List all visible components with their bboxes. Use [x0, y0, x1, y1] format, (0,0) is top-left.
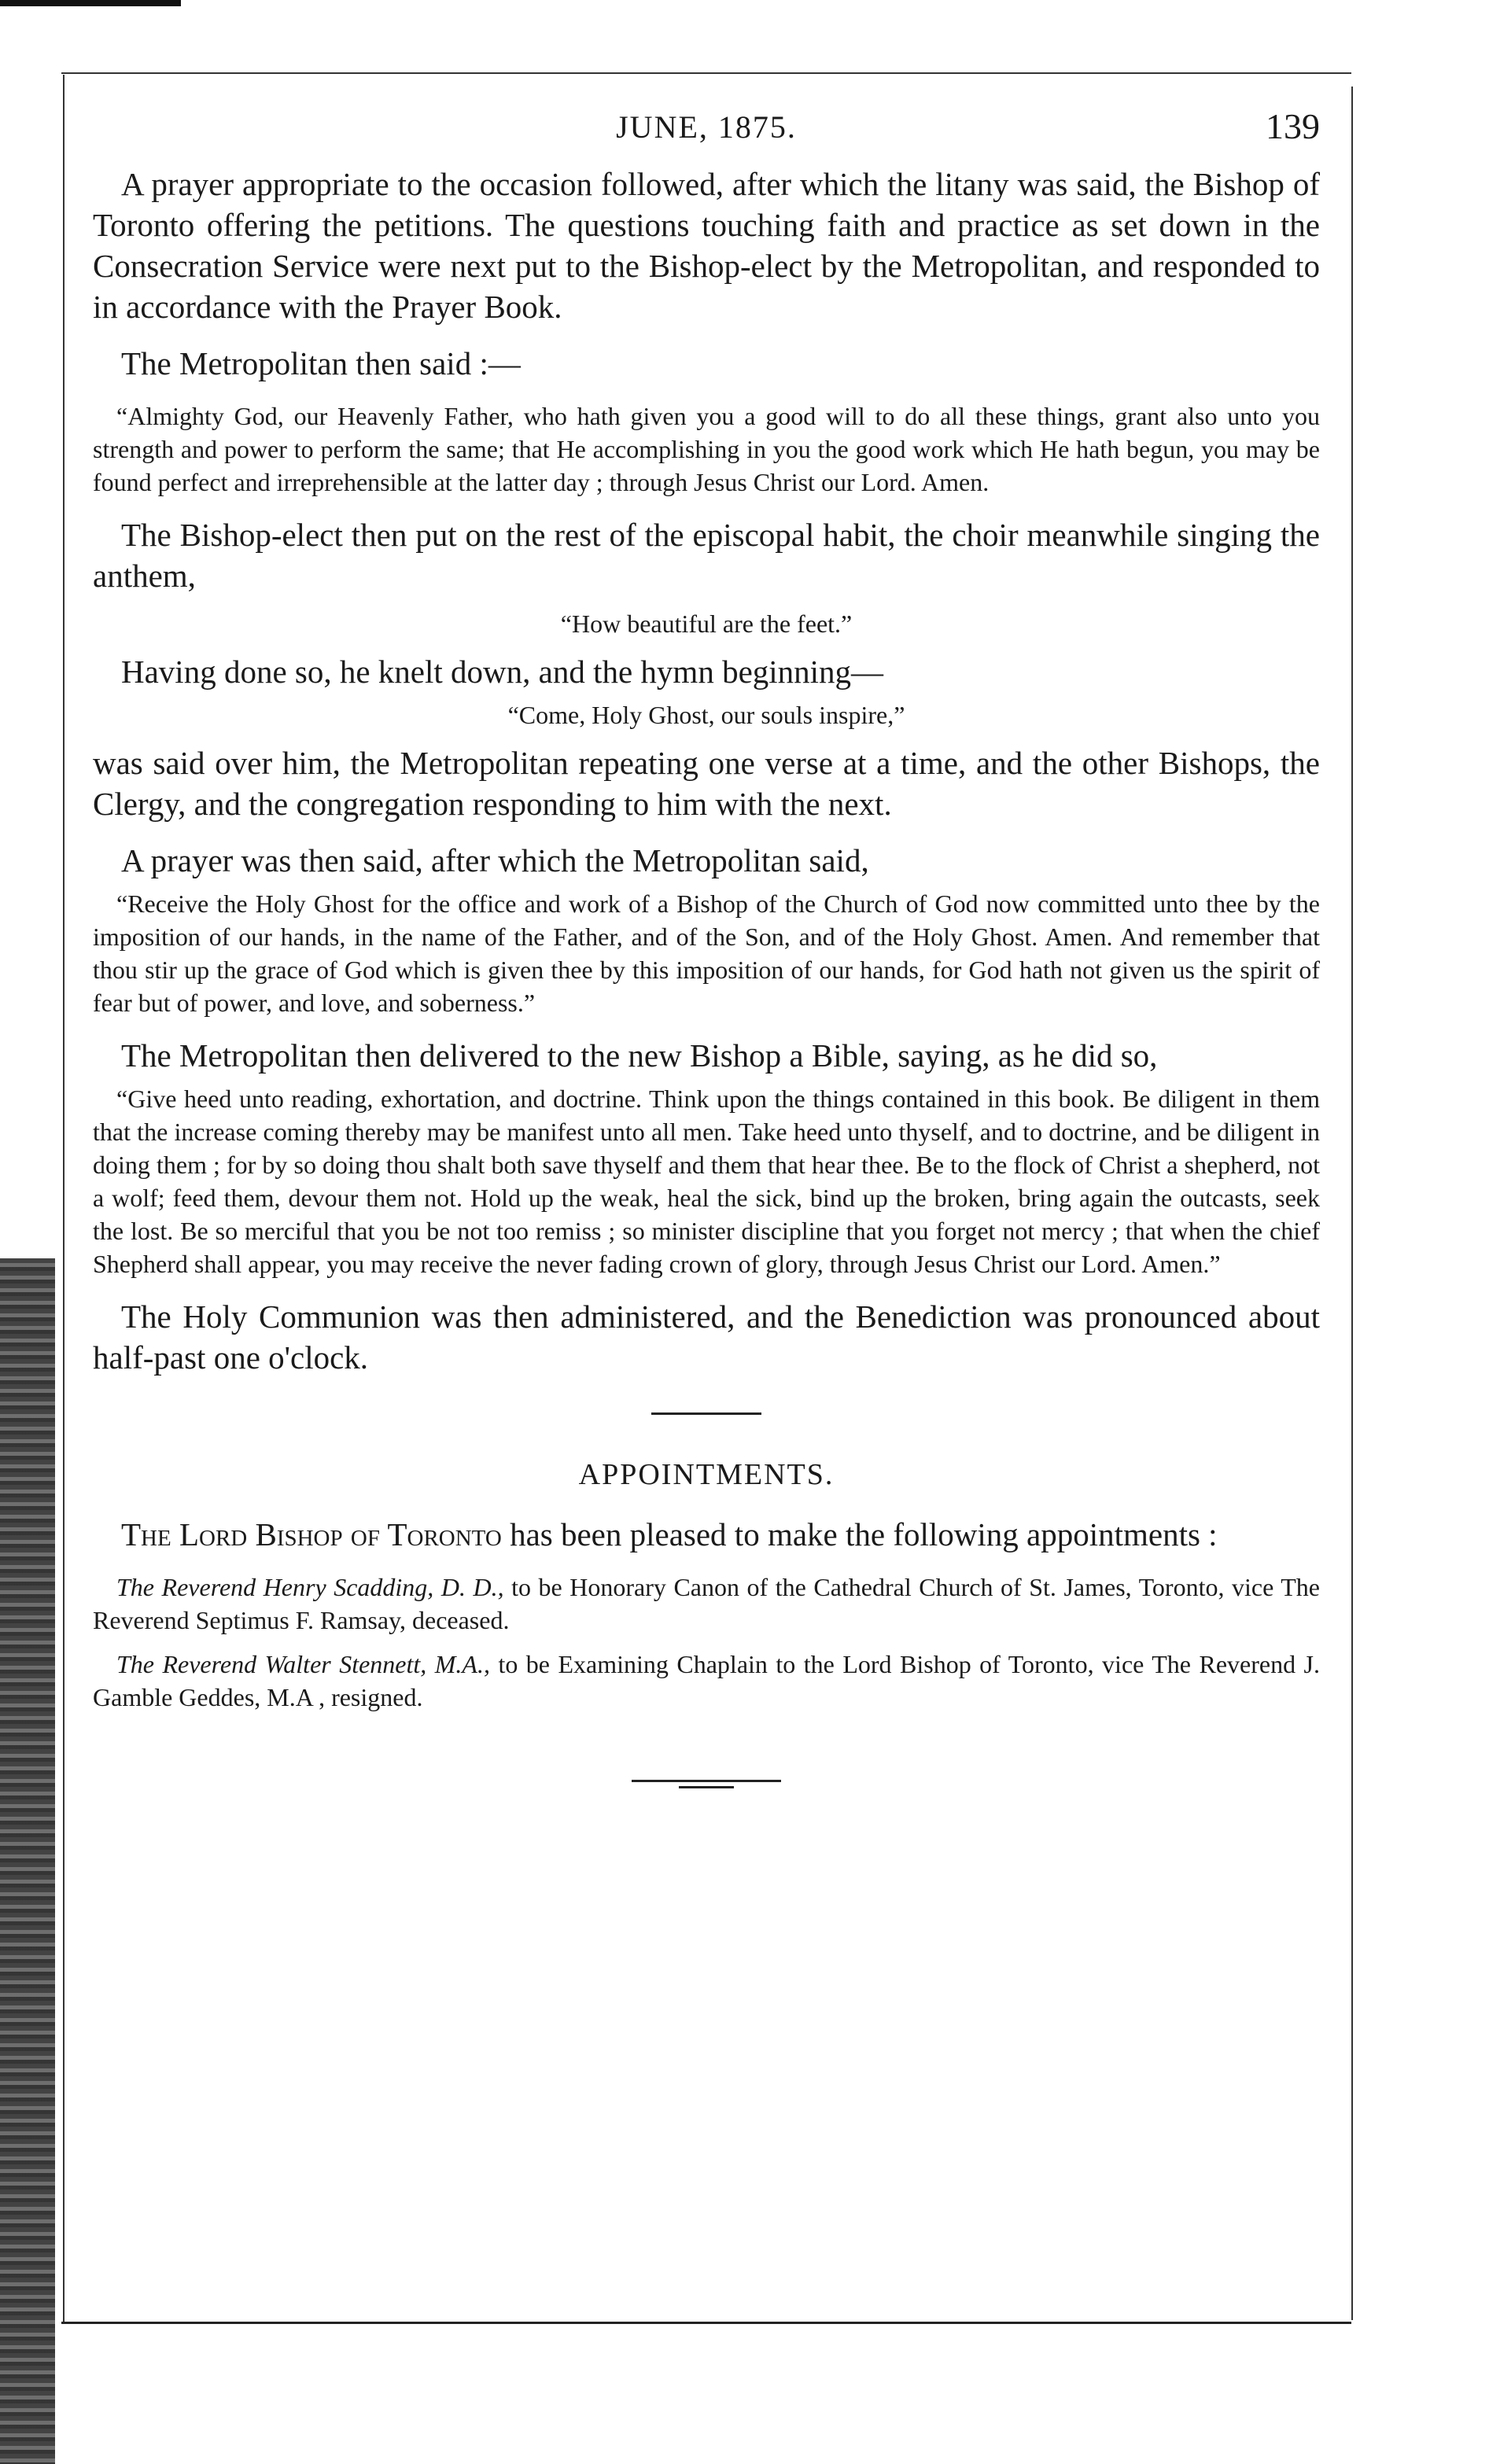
appointment-details: to be Honorary Canon of the Cathedral Church of St. James, Toronto, vice The Reverend Septimus F. Ramsay, deceased. [93, 1573, 1321, 1634]
frame-top-rule [61, 72, 1351, 74]
paragraph-holy-communion: The Holy Communion was then administered, and the Benediction was pronounced about half-past one o'clock. [93, 1298, 1320, 1376]
running-header [93, 102, 1320, 157]
paragraph-episcopal-habit: The Bishop-elect then put on the rest of the episcopal habit, the choir meanwhile singing the anthem, [93, 517, 1320, 594]
appointments-heading: APPOINTMENTS. [578, 1458, 835, 1491]
scan-edge-shadow [0, 1258, 55, 2464]
appointment-stennett [93, 1648, 1320, 1714]
quote-receive-holy-ghost: “Receive the Holy Ghost for the office and work of a Bishop of the Church of God now committed unto thee by the imposition of our hands, in the name of the Father, and of the Son, and of the Holy Ghost. Amen. And remember that thou stir up the grace of God which is given thee by this imposition of our hands, for God hath not given us the spirit of fear but of power, and love, and soberness.” [93, 889, 1320, 1017]
appointment-scadding [93, 1571, 1320, 1637]
appointee-name: The Reverend Walter Stennett, M.A., [116, 1650, 490, 1678]
paragraph-prayer-litany: A prayer appropriate to the occasion followed, after which the litany was said, the Bishop of Toronto offering the petitions. The questions touching faith and practice as set down in the Consecration Service were next put to the Bishop-elect by the Metropolitan, and responded to in accordance with the Prayer Book. [93, 166, 1320, 325]
appointee-name: The Reverend Henry Scadding, D. D., [116, 1573, 504, 1601]
paragraph-knelt-down: Having done so, he knelt down, and the hymn beginning— [121, 654, 884, 690]
frame-left-rule [63, 75, 64, 2324]
section-divider [651, 1412, 761, 1415]
top-edge-rule [0, 0, 181, 6]
quote-almighty-god: “Almighty God, our Heavenly Father, who hath given you a good will to do all these things, grant also unto you strength and power to perform the same; that He accomplishing in you the good work which He hath begun, you may be found perfect and irreprehensible at the latter day ; through Jesus Christ our Lord. Amen. [93, 402, 1320, 496]
ornament-line-upper [632, 1780, 781, 1782]
paragraph-bible-delivered: The Metropolitan then delivered to the new Bishop a Bible, saying, as he did so, [121, 1037, 1158, 1074]
frame-right-rule [1351, 87, 1353, 2320]
frame-bottom-rule [61, 2322, 1351, 2324]
quote-hymn: “Come, Holy Ghost, our souls inspire,” [507, 701, 905, 729]
ornament-line-lower [679, 1786, 734, 1788]
quote-give-heed: “Give heed unto reading, exhortation, and doctrine. Think upon the things contained in this book. Be diligent in them that the increase coming thereby may be manifest unto all men. Take heed unto thyself, and to doctrine, and be diligent in doing them ; for by so doing thou shalt both save thyself and them that hear thee. Be to the flock of Christ a shepherd, not a wolf; feed them, devour them not. Hold up the weak, heal the sick, bind up the broken, bring again the outcasts, seek the lost. Be so merciful that you be not too remiss ; so minister discipline that you forget not mercy ; that when the chief Shepherd shall appear, you may receive the never fading crown of glory, through Jesus Christ our Lord. Amen.” [93, 1085, 1320, 1278]
page-content [93, 102, 1320, 1791]
appointment-details: to be Examining Chaplain to the Lord Bishop of Toronto, vice The Reverend J. Gamble Geddes, M.A , resigned. [93, 1650, 1321, 1711]
closing-ornament-rule [632, 1780, 781, 1791]
paragraph-said-over-him: was said over him, the Metropolitan repeating one verse at a time, and the other Bishops, the Clergy, and the congregation responding to him with the next. [93, 745, 1320, 822]
header-date: JUNE, 1875. [616, 109, 797, 145]
appointments-intro-caps: The Lord Bishop of Toronto [121, 1516, 502, 1552]
page-number: 139 [1266, 106, 1320, 146]
paragraph-prayer-then-said: A prayer was then said, after which the Metropolitan said, [121, 842, 869, 878]
appointments-intro [93, 1514, 1320, 1555]
appointments-intro-rest: has been pleased to make the following appointments : [501, 1516, 1218, 1552]
paragraph-metropolitan-said: The Metropolitan then said :— [121, 345, 521, 381]
quote-anthem: “How beautiful are the feet.” [560, 610, 853, 638]
